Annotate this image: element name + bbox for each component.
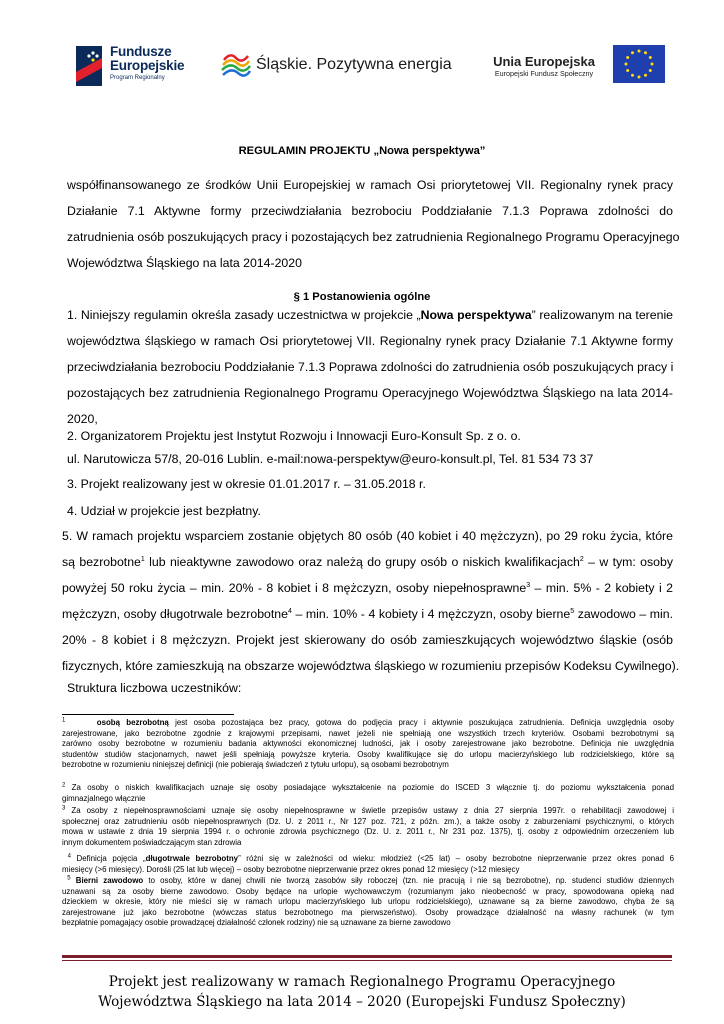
eu-flag-icon	[613, 45, 665, 83]
fn3-line-2: społecznej oraz zatrudnieniu osób niepełnosprawnych (Dz. U. z 2011 r., Nr 127 poz. 721, z późn. zm.), a także osoby z zaburzeniami psychicznymi, o których	[62, 816, 674, 826]
intro-line-2: Działanie 7.1 Aktywne formy przeciwdziałania bezrobociu Poddziałanie 7.1.3 Poprawa zdolności do	[67, 204, 673, 218]
unia-europejska-logo	[480, 42, 660, 92]
fn3-line-4: innym dokumentem poświadczającym stan zdrowia	[62, 837, 242, 847]
project-name: Nowa perspektywa	[420, 308, 532, 322]
fn4-pre: Definicja pojęcia „	[70, 854, 146, 863]
fn1-number: 1	[62, 717, 66, 724]
fe-logo-sub: Program Regionalny	[110, 75, 165, 81]
document-title: REGULAMIN PROJEKTU „Nowa perspektywa”	[238, 145, 486, 157]
footnote-1	[62, 718, 674, 771]
fn1-first: jest osoba pozostająca bez pracy, gotowa do podjęcia pracy i aktywnie poszukująca zatrudnienia. Definicja uwzględnia osoby	[168, 718, 675, 727]
footnote-separator	[62, 714, 234, 715]
fn4-number: 4	[67, 853, 71, 860]
section1-paragraph-3: 3. Projekt realizowany jest w okresie 01.01.2017 r. – 31.05.2018 r.	[67, 477, 426, 491]
p5-line-3	[62, 575, 673, 601]
p5-line-2	[62, 549, 673, 575]
fn2-number: 2	[62, 782, 66, 789]
p5-l4a: mężczyzn, osoby długotrwale bezrobotne	[62, 607, 288, 621]
fn2-text-1: Za osoby o niskich kwalifikacjach uznaje się osoby posiadające wykształcenie na poziomie do ISCED 3 włącznie tj. do poziomu wykształcenia ponad	[65, 783, 674, 792]
p5-l2a: są bezrobotne	[62, 555, 141, 569]
fn5-number: 5	[67, 875, 71, 882]
footnote-ref-3[interactable]: 3	[526, 581, 531, 589]
p5-line-1: 5. W ramach projektu wsparciem zostanie objętych 80 osób (40 kobiet i 40 mężczyzn), po 29 roku życia, które	[62, 529, 673, 543]
fn2-line-1	[62, 783, 674, 794]
p1-post: ” realizowanym na terenie	[531, 308, 674, 322]
fe-logo-line1: Fundusze	[110, 44, 172, 59]
section1-paragraph-1	[67, 302, 673, 432]
intro-line-1: współfinansowanego ze środków Unii Europejskiej w ramach Osi priorytetowej VII. Regionalny rynek pracy	[67, 178, 673, 192]
footer-rule-thin	[62, 960, 672, 961]
ue-logo-sub: Europejski Fundusz Społeczny	[494, 69, 594, 78]
fn3-text-1: Za osoby z niepełnosprawnościami uznaje się osoby niepełnosprawne w świetle przepisów ustawy z dnia 27 sierpnia 1997r. o rehabilitacji zawodowej i	[65, 806, 674, 815]
fn4-line-2: miesięcy (>6 miesięcy). Dorośli (25 lat lub więcej) – osoby bezrobotne nieprzerwanie przez okres ponad 12 miesięcy (>12 miesięcy	[62, 864, 520, 874]
footer-rule-thick	[62, 955, 672, 958]
fn1-line-4: studentów studiów stacjonarnych, nawet jeśli spełniają powyższe kryteria. Osoby kwalifikujące się do urlopu macierzyńskiego lub rodzicielskiego, które są	[62, 749, 674, 759]
footnote-ref-2[interactable]: 2	[579, 555, 584, 563]
fn5-line-1	[62, 876, 674, 887]
fn5-term: Bierni zawodowo	[70, 876, 144, 885]
p5-l2c: – w tym: osoby	[583, 555, 673, 569]
fe-logo-line2: Europejskie	[110, 58, 185, 73]
fn3-line-3: mowa w ustawie z dnia 19 sierpnia 1994 r. o ochronie zdrowia psychicznego (Dz. U. z. 2011 r., Nr 231 poz. 1375), tj. osoby z odpowiednim orzeczeniem lub	[62, 827, 674, 837]
p5-line-5: 20% - 8 kobiet i 8 mężczyzn. Projekt jest skierowany do osób zamieszkujących województwo śląskie (osób	[62, 633, 673, 647]
fn1-line-3: zarówno osoby bezrobotne w rozumieniu badania aktywności ekonomicznej ludności, jak i osoby zarejestrowane jako bezrobotne. Definicja nie uwzględnia	[62, 739, 674, 749]
participants-structure-label: Struktura liczbowa uczestników:	[67, 681, 242, 695]
footnote-3	[62, 806, 674, 848]
p1-line-2: województwa śląskiego w ramach Osi priorytetowej VII. Regionalny rynek pracy Działanie 7.1 Aktywne formy	[67, 334, 673, 348]
fn1-line-5: bezrobotne w rozumieniu niniejszej definicji (nie pobierają świadczeń z tytułu urlopu), są osobami bezrobotnym	[62, 760, 449, 770]
p1-line-5: 2020,	[67, 412, 98, 426]
section-heading: § 1 Postanowienia ogólne	[293, 291, 431, 303]
slaskie-waves-icon	[220, 50, 252, 80]
fn4-post: ” różni się w zależności od wieku: młodzież (<25 lat) – osoby bezrobotne nieprzerwanie przez okres ponad 6	[238, 854, 674, 863]
ue-logo-title: Unia Europejska	[493, 54, 595, 69]
ue-logo-text	[480, 54, 608, 78]
section1-paragraph-2: 2. Organizatorem Projektu jest Instytut Rozwoju i Innowacji Euro-Konsult Sp. z o. o.	[67, 429, 521, 443]
footnote-4	[62, 854, 674, 875]
intro-paragraph	[67, 172, 680, 276]
fn5-line-2: uznawani są za osoby bierne zawodowo. Osoby będące na urlopie wychowawczym (rozumianym jako nieobecność w pracy, spowodowana opieką nad	[62, 886, 674, 896]
section1-paragraph-5	[62, 523, 680, 679]
p1-line-1	[67, 302, 673, 328]
p5-line-6: fizycznych, które zamieszkują na obszarze województwa śląskiego w rozumieniu przepisów Kodeksu Cywilnego).	[62, 659, 680, 673]
footer-line-1: Projekt jest realizowany w ramach Regionalnego Programu Operacyjnego	[108, 974, 616, 990]
footer-line-2: Województwa Śląskiego na lata 2014 – 2020 (Europejski Fundusz Społeczny)	[98, 994, 626, 1010]
p5-line-4	[62, 601, 673, 627]
p5-l2b: lub nieaktywne zawodowo oraz należą do grupy osób o niskich kwalifikacjach	[144, 555, 580, 569]
footnote-ref-5[interactable]: 5	[570, 607, 575, 615]
footnote-5	[62, 876, 674, 929]
fn5-line-3: dzieckiem w okresie, który nie mieści się w ramach urlopu macierzyńskiego lub urlopu rodzicielskiego), uznawane są za bierne zawodowo, chyba że są	[62, 897, 674, 907]
slaskie-logo-text: Śląskie. Pozytywna energia	[256, 56, 452, 73]
intro-line-4: Województwa Śląskiego na lata 2014-2020	[67, 256, 302, 270]
organizer-address: ul. Narutowicza 57/8, 20-016 Lublin. e-mail:nowa-perspektyw@euro-konsult.pl, Tel. 81 534 73 37	[67, 452, 594, 466]
fn1-line-1	[62, 718, 674, 729]
fn1-term: osobą bezrobotną	[96, 718, 169, 727]
p1-line-4: pozostających bez zatrudnienia Regionalnego Programu Operacyjnego Województwa Śląskiego na lata 2014-	[67, 386, 673, 400]
fn2-line-2: gimnazjalnego włącznie	[62, 793, 146, 803]
fe-logo-text	[110, 45, 184, 81]
p5-l3b: – min. 5% - 2 kobiety i 2	[530, 581, 673, 595]
intro-line-3: zatrudnienia osób poszukujących pracy i pozostających bez zatrudnienia Regionalnego Programu Operacyjnego	[67, 230, 680, 244]
p1-line-3: przeciwdziałania bezrobociu Poddziałanie 7.1.3 Poprawa zdolności do zatrudnienia osób poszukujących pracy i	[67, 360, 674, 374]
p5-l3a: powyżej 50 roku życia – min. 20% - 8 kobiet i 8 mężczyzn, osoby niepełnosprawne	[62, 581, 527, 595]
fe-flag-icon	[72, 44, 108, 90]
footnote-2	[62, 783, 674, 804]
fn4-line-1	[62, 854, 674, 865]
fn5-first: to osoby, które w danej chwili nie tworzą zasobów siły roboczej (tzn. nie pracują i nie są bezrobotne), np. studenci studiów dziennych	[143, 876, 674, 885]
header-logos	[0, 38, 724, 98]
fn5-line-4: zarejestrowane już jako bezrobotne (wówczas status bezrobotnego ma pierwszeństwo). Osoby prowadzące działalność na własny rachunek (w tym	[62, 907, 674, 917]
fn5-line-5: bezpłatnie pomagający osobie prowadzącej działalność członek rodziny) nie są uznawane za bierne zawodowo	[62, 918, 451, 928]
fn1-line-2: zarejestrowane, jako bezrobotne zgodnie z krajowymi przepisami, nawet jeżeli nie spełniają one wszystkich trzech kryteriów. Osobami bezrobotnymi są	[62, 728, 674, 738]
p1-pre: 1. Niniejszy regulamin określa zasady uczestnictwa w projekcie „	[67, 308, 421, 322]
footnote-ref-1[interactable]: 1	[140, 555, 145, 563]
fn3-number: 3	[62, 805, 66, 812]
footnote-ref-4[interactable]: 4	[287, 607, 292, 615]
fundusze-europejskie-logo	[72, 42, 200, 92]
p5-l4c: zawodowo – min.	[574, 607, 673, 621]
slaskie-logo	[220, 50, 460, 80]
page-footer	[0, 972, 724, 1012]
fn4-term: długotrwale bezrobotny	[145, 854, 239, 863]
section1-paragraph-4: 4. Udział w projekcie jest bezpłatny.	[67, 504, 261, 518]
p5-l4b: – min. 10% - 4 kobiety i 4 mężczyzn, osoby bierne	[291, 607, 571, 621]
fn3-line-1	[62, 806, 674, 817]
